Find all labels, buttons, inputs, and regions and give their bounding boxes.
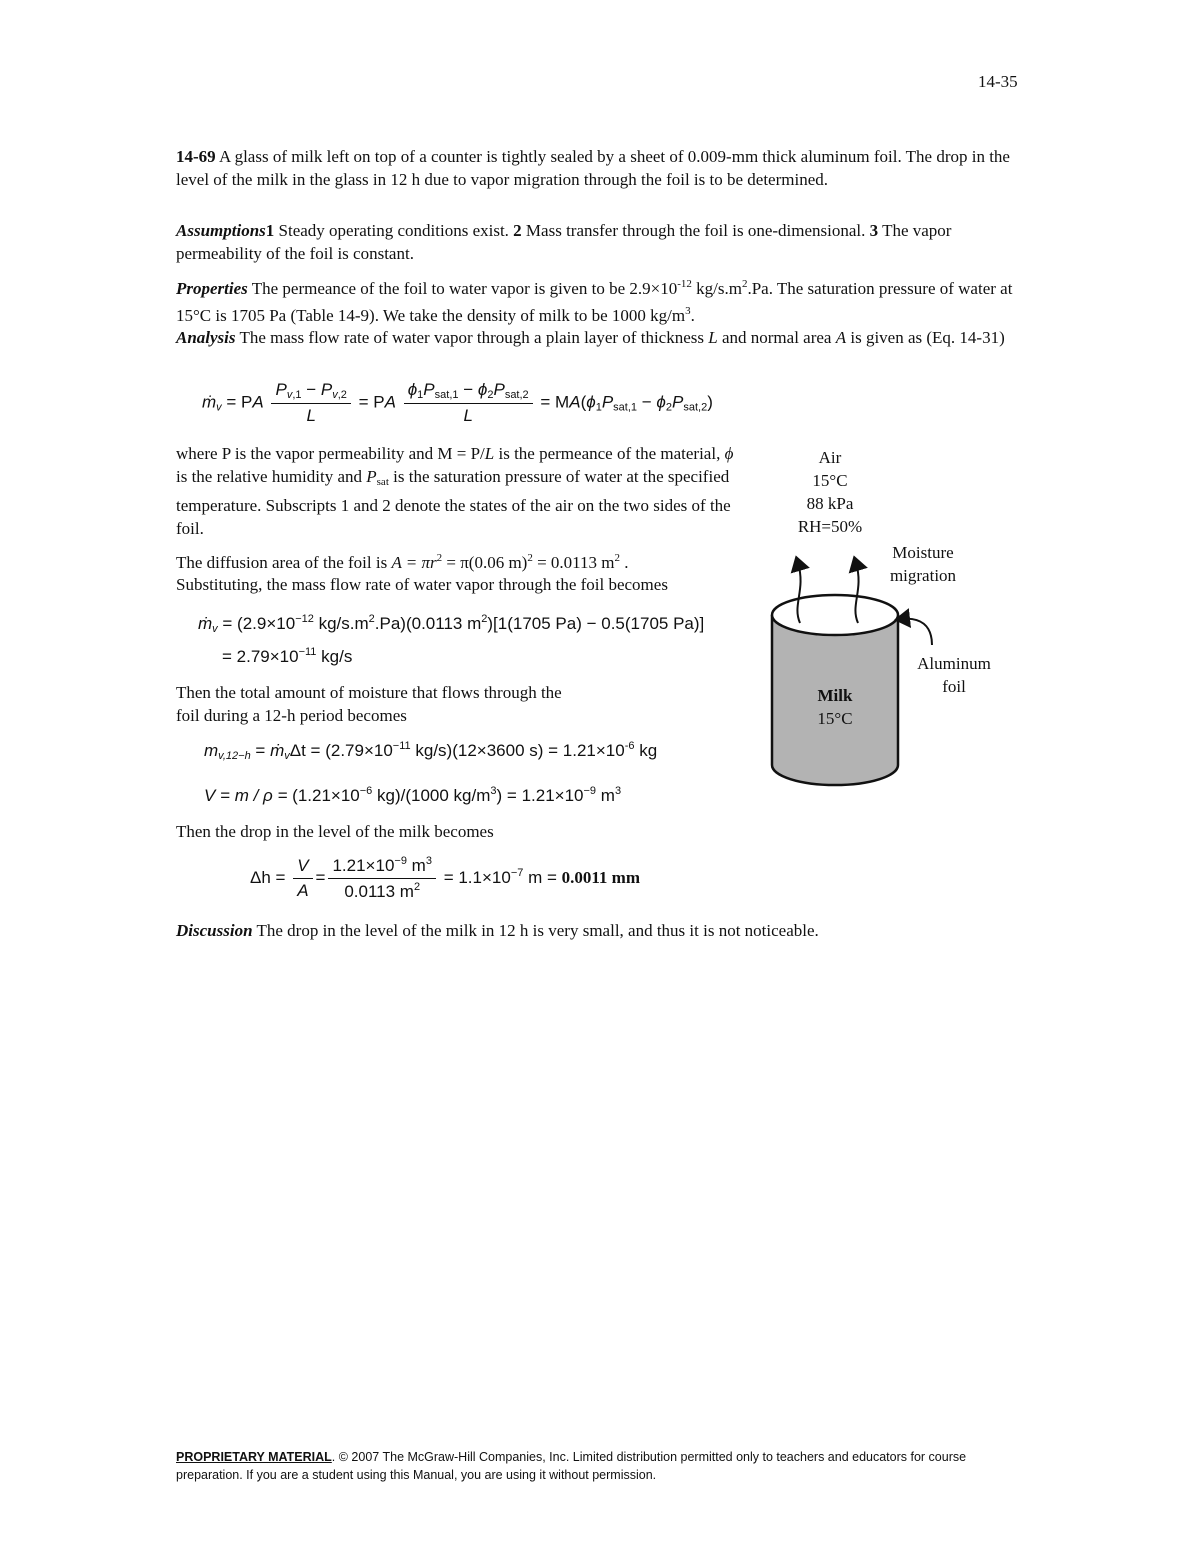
foil-pointer-arrow-icon: [902, 619, 932, 645]
air-conditions-label: [780, 446, 880, 538]
diffusion-text: The diffusion area of the foil is: [176, 553, 392, 572]
assumption-3: The vapor permeability of the foil is constant.: [176, 221, 952, 263]
dh-den-2a: 0.0113 m: [344, 882, 414, 901]
air-temp: 15°C: [812, 471, 848, 490]
problem-text: A glass of milk left on top of a counter is tightly sealed by a sheet of 0.009-mm thick aluminum foil. The drop in the level of the milk in the glass in 12 h due to vapor migration through the foil is to be determined.: [176, 147, 1010, 189]
air-rh: RH=50%: [797, 517, 863, 536]
properties-text-2: kg/s.m: [691, 279, 742, 298]
where-text-1: where P is the vapor permeability and M = P/: [176, 444, 485, 463]
analysis-A: A: [835, 328, 847, 347]
dh-num-2a: 1.21×10: [332, 856, 395, 875]
vol-text-c: kg)/(1000 kg/m: [372, 786, 491, 805]
foil-label-2: foil: [942, 677, 966, 696]
mdot-value-equation: ṁ$_v$ = ($2.9\times 10^{-12}$ $kg/s.m^2.Pa)(0.0113$ $m^2)[1(1705$ Pa) − 0.5(1705 Pa)]: [198, 613, 705, 635]
m12-text-b: Δt = (2.79×10: [289, 741, 393, 760]
mdot-result-exp: −11: [298, 646, 317, 658]
properties-exp-1: -12: [677, 278, 692, 290]
total-moisture-text: [176, 681, 748, 727]
vol-text-a: V = m / ρ =: [204, 786, 293, 805]
mdot-text-3: .Pa)(0.0113 m: [374, 614, 482, 633]
discussion-label: Discussion: [176, 921, 253, 940]
diffusion-exp-1: 2: [436, 552, 443, 564]
dh-num-2c: 3: [425, 855, 432, 867]
assumption-1: Steady operating conditions exist.: [274, 221, 514, 240]
total-text-2: foil during a 12-h period becomes: [176, 706, 407, 725]
problem-number: 14-69: [176, 147, 216, 166]
dh-lhs: Δh =: [250, 867, 291, 887]
diffusion-area: [176, 547, 756, 574]
vol-exp-2: 3: [490, 785, 497, 797]
mdot-exp-3: 2: [481, 613, 488, 625]
total-text-1: Then the total amount of moisture that flows through the: [176, 683, 562, 702]
diffusion-eq-4: .: [620, 553, 629, 572]
problem-statement: [176, 145, 1026, 191]
diffusion-exp-3: 2: [614, 552, 621, 564]
where-text-3: is the relative humidity and: [176, 467, 367, 486]
where-sat: sat: [376, 476, 389, 488]
discussion: [176, 919, 1026, 942]
analysis: [176, 326, 1026, 349]
milk-label: [785, 684, 885, 730]
mdot-exp-2: 2: [368, 613, 375, 625]
mass-flow-equation: ṁ$_v$ = PA $\frac{P_{v,1} - P_{v,2}}{L}$ = PA $\frac{\phi_1P_{sat,1} - \phi_2P_{sat,2}}{L}$ = $MA(\phi_1P_{sat,1} - \phi_2P_{sat,2})$: [202, 380, 713, 425]
discussion-text: The drop in the level of the milk in 12 h is very small, and thus it is not noticeable.: [252, 921, 819, 940]
air-label: Air: [818, 448, 842, 467]
assumptions: [176, 219, 1026, 265]
assumption-num-2: 2: [513, 221, 522, 240]
footer: [176, 1448, 1036, 1484]
where-text: [176, 442, 746, 540]
vol-text-f: m: [596, 786, 615, 805]
vol-text-b: (1.21×10: [292, 786, 360, 805]
moisture-label-1: Moisture: [892, 543, 954, 562]
substituting-text: Substituting, the mass flow rate of water vapor through the foil becomes: [176, 575, 668, 594]
air-pressure: 88 kPa: [806, 494, 854, 513]
analysis-text-3: is given as (Eq. 14-31): [846, 328, 1005, 347]
vol-exp-4: 3: [614, 785, 622, 797]
m12-exp-1: −11: [392, 740, 411, 752]
assumption-num-3: 3: [869, 221, 879, 240]
dh-rhs: = 1.1×10: [438, 867, 511, 887]
dh-den-1: A: [297, 881, 309, 900]
footer-text: . © 2007 The McGraw-Hill Companies, Inc. Limited distribution permitted only to teachers and educators for course preparation. If you are a student using this Manual, you are using it without permission.: [176, 1450, 967, 1482]
mdot-text-2: kg/s.m: [313, 614, 369, 633]
drop-text: Then the drop in the level of the milk becomes: [176, 822, 494, 841]
mdot-text-1: = (2.9×10: [217, 614, 296, 633]
dh-rhs-2: m =: [523, 867, 562, 887]
moisture-amount-equation: $m_{v,12-h}$ = ṁ$_v$Δt = ($2.79\times 10^{-11}$ kg/s)(12×3600 $s) = 1.21\times 10^{-6}$ kg: [204, 740, 658, 762]
milk-label-1: Milk: [817, 686, 853, 705]
assumption-num-1: 1: [265, 221, 275, 240]
m12-text-c: kg/s)(12×3600 s) = 1.21×10: [410, 741, 625, 760]
vol-exp-3: −9: [583, 785, 597, 797]
milk-label-2: 15°C: [817, 709, 853, 728]
m12-text-a: =: [250, 741, 271, 760]
where-text-2: is the permeance of the material,: [494, 444, 725, 463]
glass-top-foil: [772, 595, 898, 635]
properties-label: Properties: [176, 279, 248, 298]
where-L: L: [484, 444, 495, 463]
analysis-label: Analysis: [176, 328, 236, 347]
assumptions-label: Assumptions: [176, 221, 266, 240]
proprietary-label: PROPRIETARY MATERIAL: [176, 1450, 332, 1464]
dh-num-1: V: [297, 856, 309, 875]
analysis-L: L: [708, 328, 718, 347]
dh-num-2b: m: [406, 856, 426, 875]
where-phi: ϕ: [724, 444, 734, 463]
moisture-label-2: migration: [889, 566, 957, 585]
where-text-4: is the saturation pressure of water at the specified temperature. Subscripts 1 and 2 denote the states of the air on the two sides of the foil.: [176, 467, 731, 538]
properties-text-4: .: [690, 306, 695, 325]
diffusion-eq-3: = 0.0113 m: [532, 553, 615, 572]
assumption-2: Mass transfer through the foil is one-dimensional.: [521, 221, 870, 240]
milk-glass-figure: [760, 555, 960, 795]
mdot-result-2: kg/s: [316, 647, 353, 666]
vol-exp-1: −6: [359, 785, 373, 797]
volume-equation: [204, 785, 621, 806]
dh-result: 0.0011 mm: [561, 867, 641, 887]
m12-exp-2: -6: [624, 740, 635, 752]
where-P: P: [366, 467, 377, 486]
dh-num-2e: −9: [394, 855, 407, 867]
m12-text-d: kg: [634, 741, 658, 760]
mdot-result-equation: [222, 646, 352, 667]
diffusion-eq-1: A = πr: [391, 553, 437, 572]
diffusion-eq-2: = π(0.06 m): [442, 553, 528, 572]
properties-exp-2: 2: [741, 278, 748, 290]
properties-text-3: .Pa. The saturation pressure of water at 15°C is 1705 Pa (Table 14-9). We take the density of milk to be 1000 kg/m: [176, 279, 1013, 325]
properties-text-1: The permeance of the foil to water vapor is given to be 2.9×10: [247, 279, 678, 298]
vol-text-d: ) = 1.21×10: [496, 786, 584, 805]
mdot-exp-1: −12: [295, 613, 314, 625]
properties: [176, 273, 1026, 327]
page-number: 14-35: [978, 72, 1018, 91]
mdot-result-1: = 2.79×10: [222, 647, 299, 666]
mdot-text-4: )[1(1705 Pa) − 0.5(1705 Pa)]: [487, 614, 705, 633]
dh-rhs-exp: −7: [510, 866, 524, 879]
analysis-text-2: and normal area: [717, 328, 836, 347]
diffusion-exp-2: 2: [527, 552, 533, 564]
dh-den-2e: 2: [413, 881, 421, 893]
m12-subscript: v,12−h: [218, 750, 251, 762]
properties-exp-3: 3: [685, 305, 691, 317]
analysis-text-1: The mass flow rate of water vapor through a plain layer of thickness: [235, 328, 709, 347]
height-drop-equation: Δh = $\frac{V}{A}$ = $\frac{1.21\times 10^{-9} m^3}{0.0113 m^2}$ = $1.1\times 10^{-7}$ m = 0.0011 mm: [250, 855, 641, 901]
foil-label-1: Aluminum: [917, 654, 991, 673]
